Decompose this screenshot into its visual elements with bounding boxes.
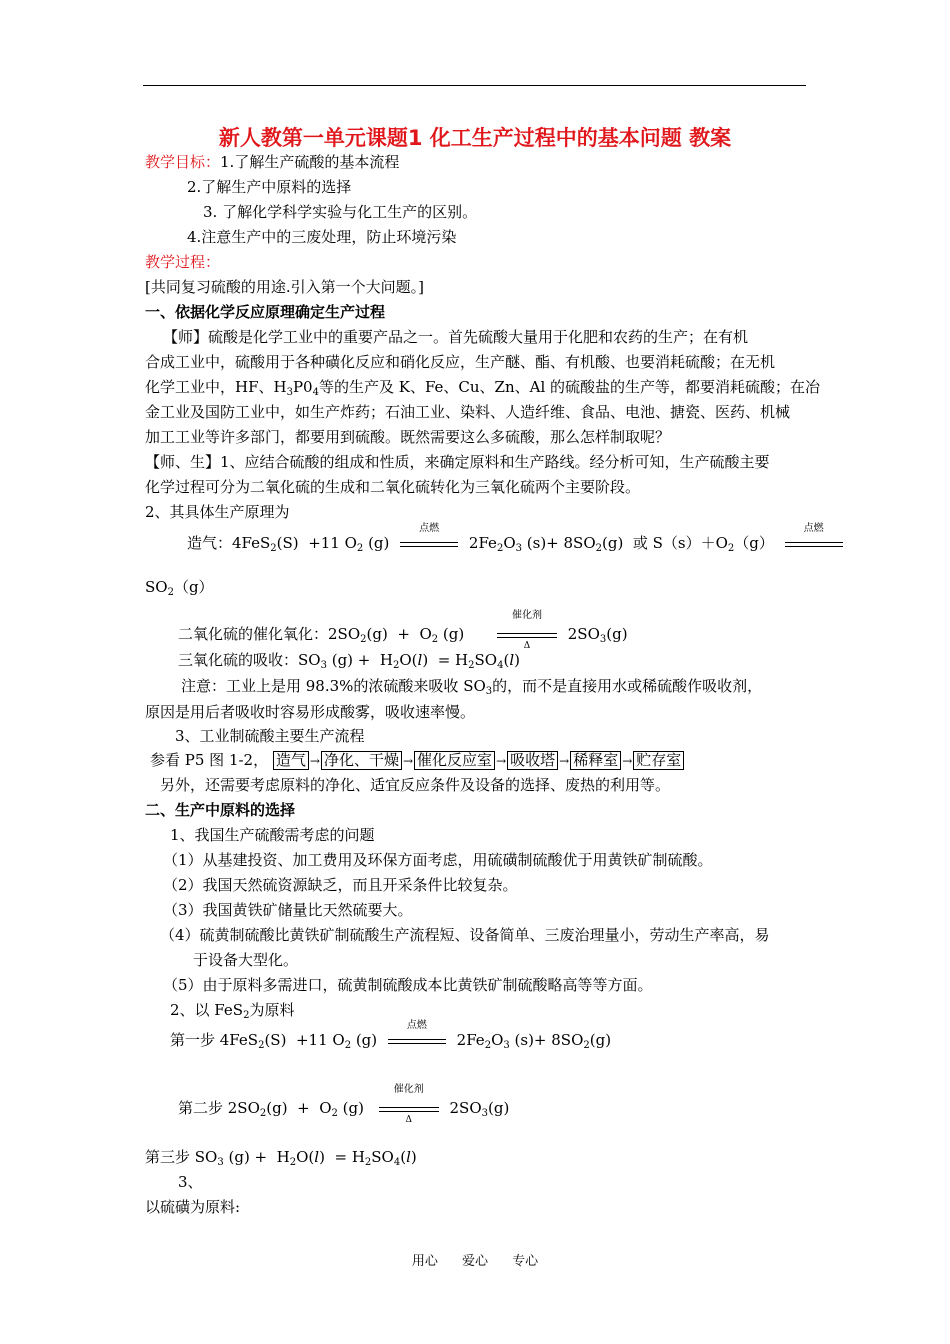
sec2-item-2: （2）我国天然硫资源缺乏，而且开采条件比较复杂。: [163, 876, 518, 894]
equation-cont: $SO_2(g)$: [145, 578, 214, 598]
para-2-line-2: 化学过程可分为二氧化硫的生成和二氧化硫转化为三氧化硫两个主要阶段。: [145, 478, 641, 496]
para-1-line-2: 合成工业中，硫酸用于各种磺化反应和硝化反应，生产醚、酯、有机酸、也要消耗硫酸；在无机: [145, 353, 776, 371]
sec2-item-1: （1）从基建投资、加工费用及环保方面考虑，用硫磺制硫酸优于用黄铁矿制硫酸。: [163, 851, 713, 869]
page-footer: [0, 1250, 950, 1269]
reaction-arrow: [400, 523, 458, 554]
sec2-q3-text: 以硫磺为原料:: [145, 1198, 241, 1216]
text: 等的生产及 K、Fe、Cu、Zn、Al 的硫酸盐的生产等，都要消耗硫酸；在冶: [318, 378, 821, 396]
arrow-right-icon: →: [309, 754, 320, 768]
equation-absorption: 三氧化硫的吸收：$SO_3$ $(g) + H_2O(l) = H_2SO_4(l)$: [178, 651, 520, 671]
flow-step-catalytic: 催化反应室: [414, 751, 495, 770]
flow-step-store: 贮存室: [633, 751, 684, 770]
flow-step-purify: 净化、干燥: [321, 751, 402, 770]
review-line: [共同复习硫酸的用途.引入第一个大问题。]: [145, 278, 424, 296]
goal-1: 1.了解生产硫酸的基本流程: [220, 153, 400, 171]
footer-word: 用心: [411, 1254, 438, 1269]
para-4: 3、工业制硫酸主要生产流程: [175, 727, 365, 745]
subscript: 3: [286, 387, 293, 398]
flow-prefix: 参看 P5 图 1-2，: [150, 751, 269, 769]
subscript: 4: [312, 387, 319, 398]
para-1-line-5: 加工工业等许多部门，都要用到硫酸。既然需要这么多硫酸，那么怎样制取呢？: [145, 428, 671, 446]
flow-step-absorb: 吸收塔: [507, 751, 558, 770]
goal-3: 3. 了解化学科学实验与化工生产的区别。: [203, 203, 478, 221]
para-1-line-1: 【师】硫酸是化学工业中的重要产品之一。首先硫酸大量用于化肥和农药的生产；在有机: [163, 328, 749, 346]
condition: 点燃: [803, 523, 824, 534]
arrow-right-icon: →: [559, 754, 570, 768]
sec2-q3: 3、: [178, 1173, 203, 1191]
delta-sign: Δ: [405, 1115, 412, 1125]
goals-label: 教学目标：: [145, 153, 221, 171]
sec2-q2: 2、以 FeS$_2$为原料: [170, 1001, 295, 1021]
step-3-equation: 第三步 $SO_3$ $(g) + H_2O(l) = H_2SO_4(l)$: [145, 1148, 417, 1168]
step-1-equation: 第一步 4FeS$_2$(S) +11 $O_2$ (g) 点燃 $2Fe_2O_3$ $(s)+ 8SO_2(g)$: [170, 1020, 612, 1051]
footer-word: 爱心: [461, 1254, 488, 1269]
text: P0: [292, 378, 313, 396]
condition: 催化剂: [393, 1084, 424, 1095]
note-line-2: 原因是用后者吸收时容易形成酸雾，吸收速率慢。: [145, 703, 476, 721]
para-5: 另外，还需要考虑原料的净化、适宜反应条件及设备的选择、废热的利用等。: [160, 776, 671, 794]
subscript: 2: [356, 543, 364, 554]
subscript: 2: [270, 543, 277, 554]
flow-step-make-gas: 造气: [273, 751, 309, 770]
eq-text: 第三步 SO: [145, 1148, 218, 1166]
reaction-arrow: [785, 523, 843, 554]
sec2-item-3: （3）我国黄铁矿储量比天然硫要大。: [163, 901, 413, 919]
eq-text: 三氧化硫的吸收：SO: [178, 651, 321, 669]
note-text: 的，而不是直接用水或稀硫酸作吸收剂，: [492, 677, 763, 695]
header-rule: [143, 85, 806, 86]
arrow-right-icon: →: [402, 754, 414, 768]
delta-sign: Δ: [523, 641, 531, 651]
para-1-line-4: 金工业及国防工业中，如生产炸药；石油工业、染料、人造纤维、食品、电池、搪瓷、医药、机械: [145, 403, 791, 421]
sec2-item-4-line-1: （4）硫黄制硫酸比黄铁矿制硫酸生产流程短、设备简单、三废治理量小，劳动生产率高，易: [160, 926, 770, 944]
condition: 点燃: [419, 523, 440, 534]
process-flow: [150, 750, 684, 771]
process-label: 教学过程：: [145, 253, 221, 271]
goals-line-1: [145, 152, 399, 172]
condition: 催化剂: [511, 610, 542, 621]
sec2-item-4-line-2: 于设备大型化。: [193, 951, 299, 969]
q-text: 2、以 FeS: [170, 1001, 244, 1019]
q-text: 为原料: [249, 1001, 295, 1019]
para-1-line-3: [145, 377, 820, 400]
eq-text: 或 S（s）＋O: [632, 534, 728, 552]
arrow-right-icon: →: [496, 754, 507, 768]
section-2-heading: 二、生产中原料的选择: [145, 801, 296, 819]
equation-make-gas: 造气：4FeS$_2$(S) +11 $O_2$ (g) 点燃 $2Fe_2O_3$ $(s)+ 8SO_2(g)$ 或 $S(s)+O_2(g)$ 点燃: [187, 533, 849, 556]
note-line-1: 注意：工业上是用 98.3%的浓硫酸来吸收 $SO_3$的，而不是直接用水或稀硫酸作吸收剂，: [181, 677, 763, 697]
arrow-right-icon: →: [622, 754, 633, 768]
eq-text: 2SO: [567, 625, 600, 643]
equation-catalytic-oxidation: 二氧化硫的催化氧化：$2SO_2(g) + O_2$ (g) 催化剂 Δ $2SO_3(g)$: [178, 610, 628, 651]
page-title: 新人教第一单元课题1 化工生产过程中的基本问题 教案: [218, 126, 732, 150]
reaction-arrow: [379, 1084, 439, 1125]
footer-word: 专心: [512, 1254, 539, 1269]
text: 化学工业中，HF、H: [145, 378, 287, 396]
goal-4: 4.注意生产中的三废处理，防止环境污染: [187, 228, 457, 246]
flow-step-dilute: 稀释室: [570, 751, 621, 770]
eq-text: 二氧化硫的催化氧化：2SO: [178, 625, 361, 643]
eq-text: （g）: [173, 578, 214, 596]
step-2-equation: 第二步 $2SO_2(g) + O_2$ (g) 催化剂 Δ $2SO_3(g)$: [178, 1084, 510, 1125]
para-3: 2、其具体生产原理为: [145, 503, 290, 521]
eq-text: 造气：4FeS: [187, 534, 271, 552]
eq-text: 第一步 4FeS: [170, 1031, 259, 1049]
eq-text: 2Fe: [468, 534, 497, 552]
eq-text: SO: [145, 578, 168, 596]
sec2-item-5: （5）由于原料多需进口，硫黄制硫酸成本比黄铁矿制硫酸略高等等方面。: [163, 976, 653, 994]
eq-text: 第二步 2SO: [178, 1099, 260, 1117]
reaction-arrow: [497, 610, 557, 651]
section-1-heading: 一、依据化学反应原理确定生产过程: [145, 303, 386, 321]
sec2-q1: 1、我国生产硫酸需考虑的问题: [170, 826, 375, 844]
goal-2: 2.了解生产中原料的选择: [187, 178, 352, 196]
reaction-arrow: [388, 1020, 446, 1051]
condition: 点燃: [406, 1020, 427, 1031]
note-text: 注意：工业上是用 98.3%的浓硫酸来吸收 SO: [181, 677, 486, 695]
para-2-line-1: 【师、生】1、应结合硫酸的组成和性质，来确定原料和生产路线。经分析可知，生产硫酸主要: [145, 453, 770, 471]
